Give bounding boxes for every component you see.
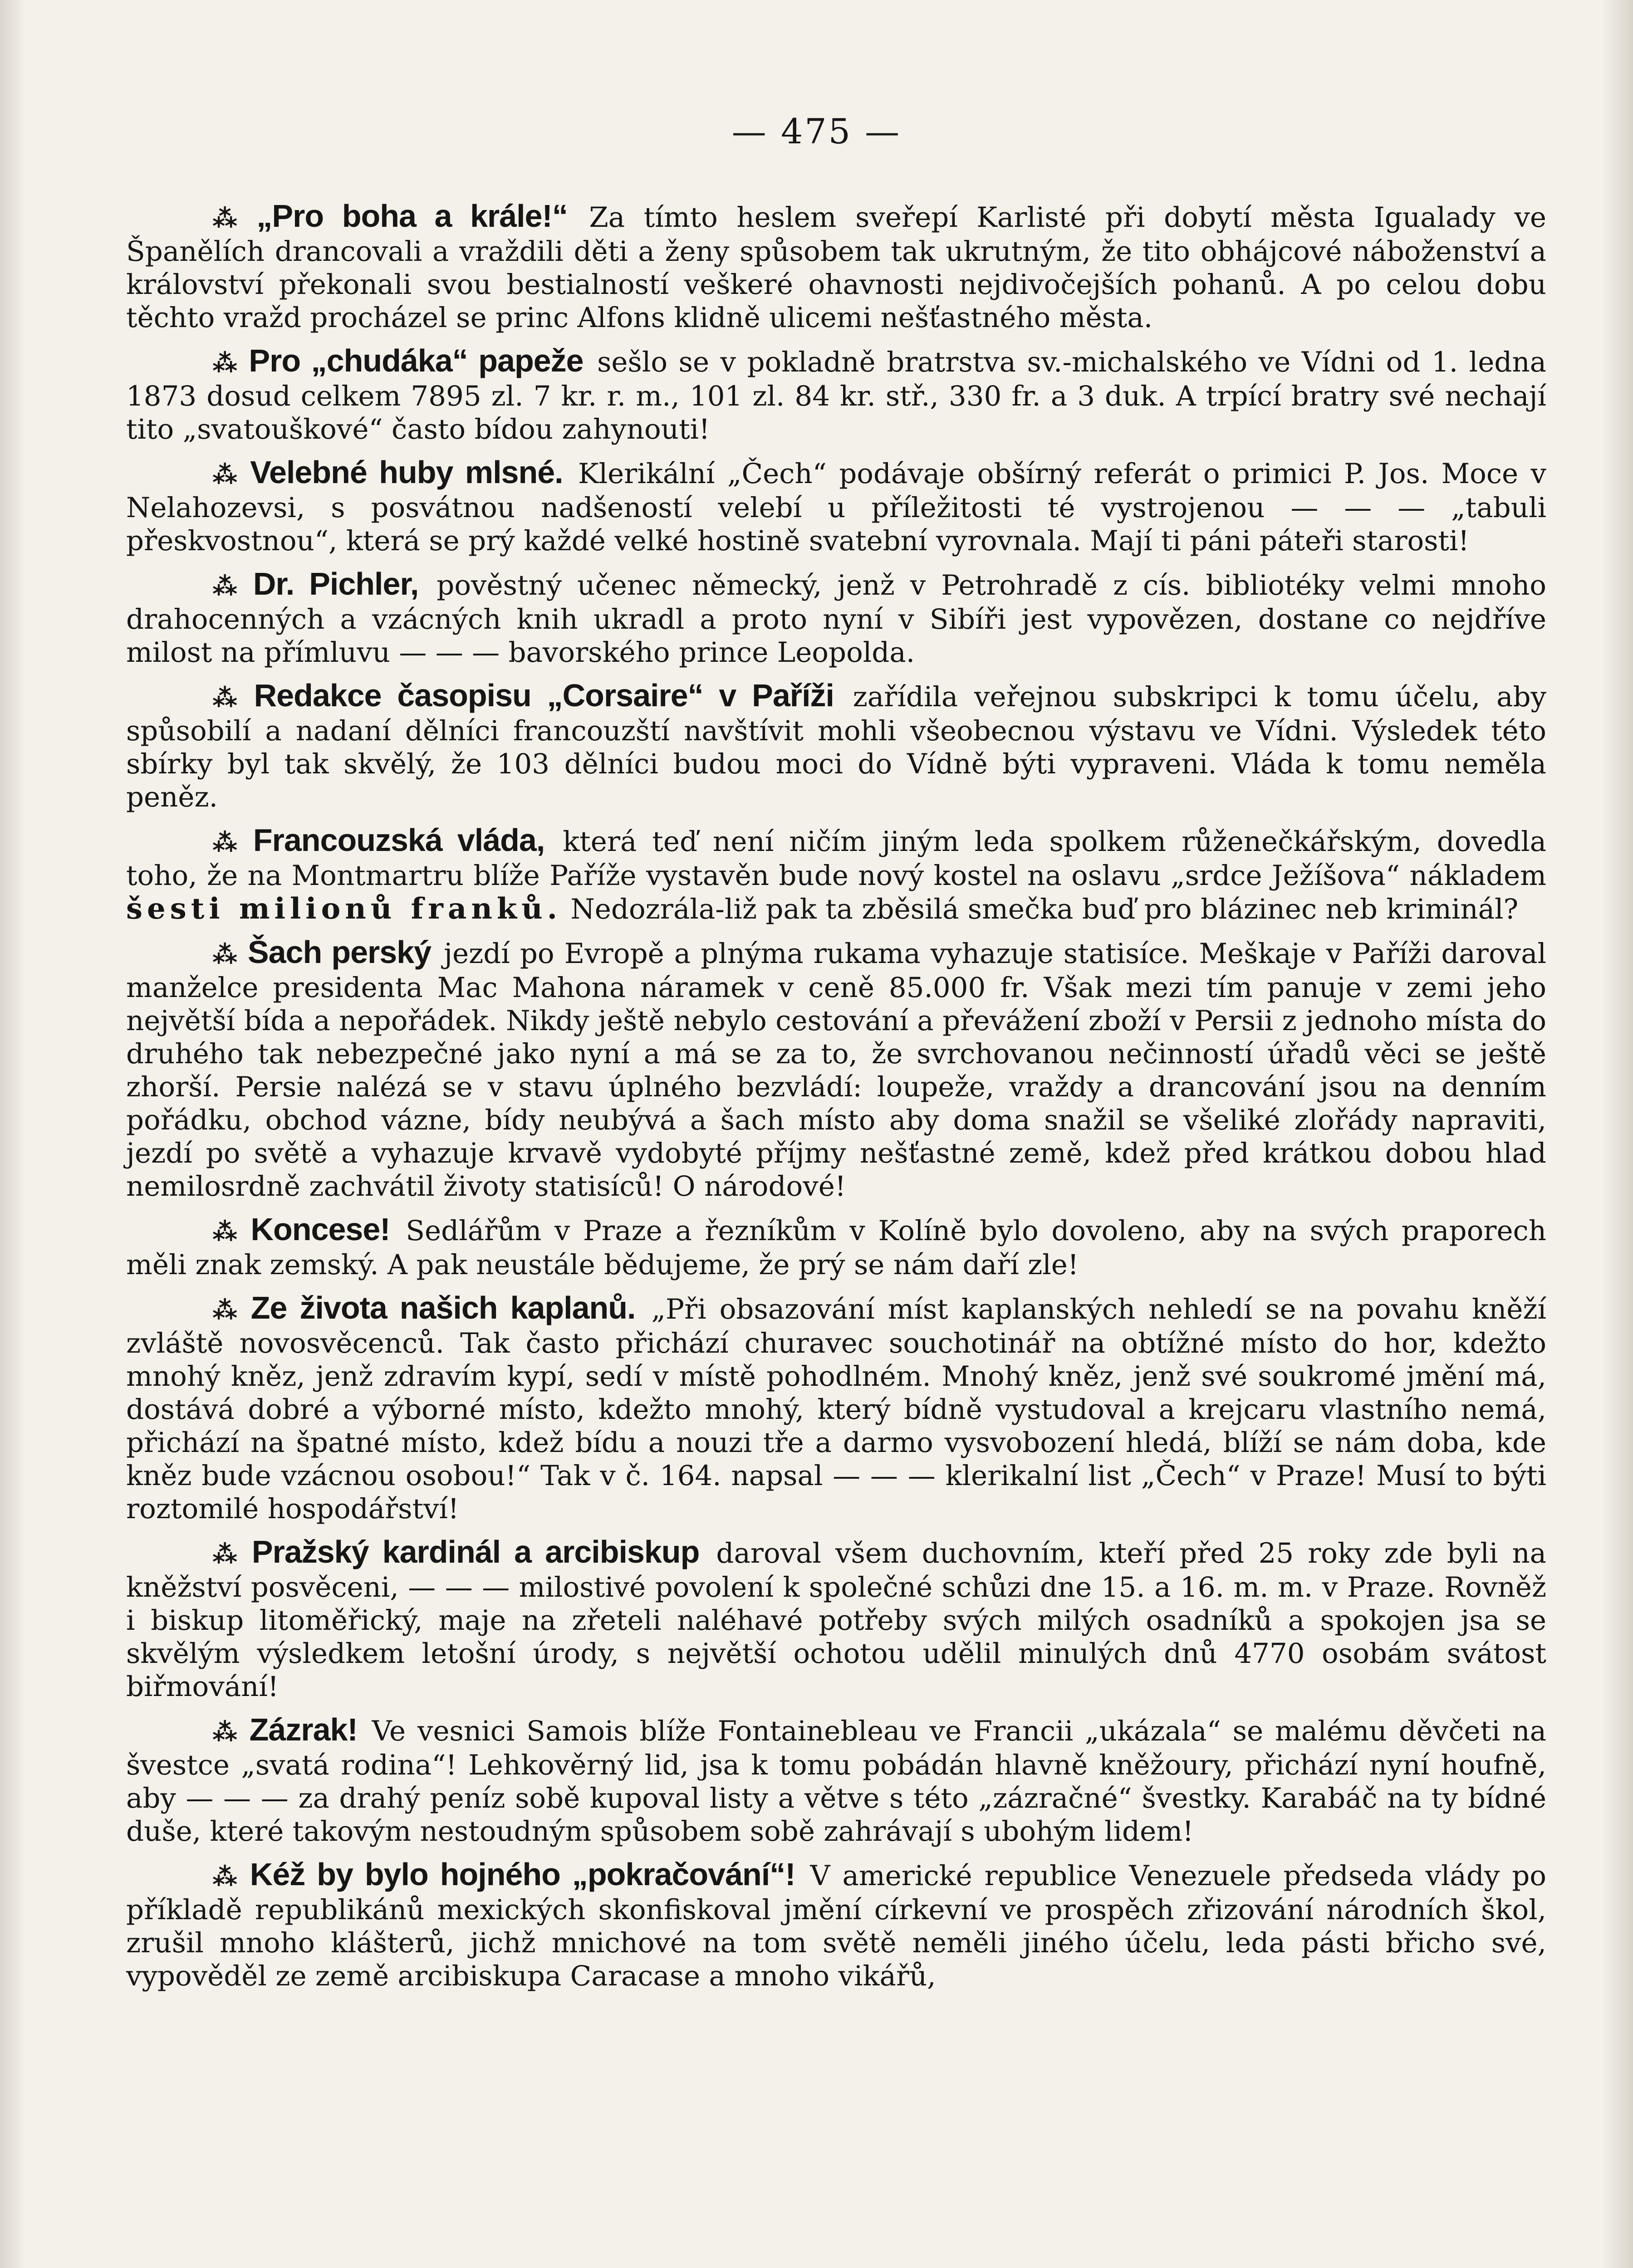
page-number: — 475 —	[731, 111, 902, 152]
item-heading: Šach perský	[247, 934, 432, 970]
item-body: která teď není ničím jiným leda spolkem růženečkářským, dovedla toho, že na Montmartru blíže Paříže vystavěn bude nový kostel na oslavu „srdce Ježíšova“ nákladem	[126, 826, 1547, 892]
asterism-icon: ⁂	[212, 349, 241, 377]
asterism-icon: ⁂	[212, 1718, 241, 1746]
item-heading: Pro „chudáka“ papeže	[249, 343, 584, 378]
item-heading: Velebné huby mlsné.	[250, 455, 563, 490]
news-item	[126, 679, 1546, 814]
item-body: zařídila veřejnou subskripci k tomu účelu, aby spůsobilí a nadaní dělníci francouzští navštívit mohli všeobecnou výstavu ve Vídni. Výsledek této sbírky byl tak skvělý, že 103 dělníci budou moci do Vídně býti vypraveni. Vláda k tomu neměla peněz.	[126, 681, 1546, 813]
asterism-icon: ⁂	[212, 1540, 244, 1569]
page-edge-right	[1601, 0, 1633, 2268]
item-body: daroval všem duchovním, kteří před 25 roky zde byli na kněžství posvěceni, — — — milostivé povolení k společné schůzi dne 15. a 16. m. m. v Praze. Rovněž i biskup litoměřický, maje na zřeteli naléhavé potřeby svých milých osadníků a spokojen jsa se skvělým výsledkem letošní úrody, s největší ochotou udělil minulých dnů 4770 osobám svátost biřmování!	[126, 1537, 1547, 1703]
item-body-continued: Nedozrála-liž pak ta zběsilá smečka buď pro blázinec neb kriminál?	[570, 893, 1519, 925]
item-heading: „Pro boha a krále!“	[256, 198, 568, 234]
item-heading: Ze života našich kaplanů.	[250, 1290, 636, 1325]
item-heading: Zázrak!	[249, 1712, 358, 1747]
news-item	[126, 1291, 1546, 1525]
news-item	[126, 567, 1546, 669]
news-item	[126, 1858, 1546, 1993]
item-body: V americké republice Venezuele předseda vlády po příkladě republikánů mexických skonfiskoval jmění církevní ve prospěch zřizování národních škol, zrušil mnoho klášterů, jichž mnichové na tom světě neměli jiného účelu, leda pásti břicho své, vypověděl ze země arcibiskupa Caracase a mnoho vikářů,	[126, 1860, 1546, 1992]
item-heading: Kéž by bylo hojného „pokračování“!	[250, 1857, 795, 1892]
item-heading: Redakce časopisu „Corsaire“ v Paříži	[254, 678, 834, 713]
asterism-icon: ⁂	[212, 572, 245, 601]
asterism-icon: ⁂	[212, 1862, 242, 1891]
item-body: jezdí po Evropě a plnýma rukama vyhazuje statisíce. Meškaje v Paříži daroval manželce presidenta Mac Mahona náramek v ceně 85.000 fr. Však mezi tím panuje v zemi jeho největší bída a nepořádek. Nikdy ještě nebylo cestování a převážení zboží v Persii z jednoho místa do druhého tak nebezpečné jako nyní a má se za to, že svrchovanou nečinností úřadů věci se ještě zhorší. Persie nalézá se v stavu úplného bezvládí: loupeže, vraždy a drancování jsou na denním pořádku, obchod vázne, bídy neubývá a šach místo aby doma snažil se všeliké zlořády napraviti, jezdí po světě a vyhazuje krvavě vydobyté příjmy nešťastné země, kdež před krátkou dobou hlad nemilosrdně zachvátil životy statisíců! O národové!	[126, 938, 1547, 1202]
news-item	[126, 1213, 1546, 1281]
news-item	[126, 456, 1546, 557]
news-item	[126, 344, 1546, 446]
item-heading: Dr. Pichler,	[253, 566, 419, 601]
asterism-icon: ⁂	[212, 460, 242, 489]
asterism-icon: ⁂	[212, 204, 249, 233]
news-item	[126, 200, 1546, 334]
asterism-icon: ⁂	[212, 940, 240, 969]
asterism-icon: ⁂	[212, 1296, 243, 1325]
news-item	[126, 1713, 1546, 1848]
emphasized-amount: šesti milionů franků.	[126, 892, 562, 926]
news-item	[126, 1535, 1546, 1703]
asterism-icon: ⁂	[212, 828, 245, 857]
item-body: pověstný učenec německý, jenž v Petrohradě z cís. bibliotéky velmi mnoho drahocenných a vzácných knih ukradl a proto nyní v Sibíři jest vypovězen, dostane co nejdříve milost na přímluvu — — — bavorského prince Leopolda.	[126, 569, 1547, 669]
item-heading: Francouzská vláda,	[253, 822, 545, 858]
item-body: „Při obsazování míst kaplanských nehledí se na povahu kněží zvláště novosvěcenců. Tak často přichází churavec souchotinář na obtížné místo do hor, kdežto mnohý kněz, jenž zdravím kypí, sedí v místě pohodlném. Mnohý kněz, jenž své soukromé jmění má, dostává dobré a výborné místo, kdežto mnohý, který bídně vystudoval a krejcaru vlastního nemá, přichází na špatné místo, kdež bídu a nouzi tře a darmo vysvobození hledá, blíží se nám doba, kde kněz bude vzácnou osobou!“ Tak v č. 164. napsal — — — klerikalní list „Čech“ v Praze! Musí to býti roztomilé hospodářství!	[126, 1293, 1546, 1525]
asterism-icon: ⁂	[212, 1217, 243, 1246]
text-column	[126, 200, 1546, 2003]
item-body: sešlo se v pokladně bratrstva sv.-michalského ve Vídni od 1. ledna 1873 dosud celkem 7895 zl. 7 kr. r. m., 101 zl. 84 kr. stř., 330 fr. a 3 duk. A trpící bratry své nechají tito „svatouškové“ často bídou zahynouti!	[126, 346, 1546, 445]
page-edge-left	[0, 0, 25, 2268]
item-body: Sedlářům v Praze a řezníkům v Kolíně bylo dovoleno, aby na svých praporech měli znak zemský. A pak neustále bědujeme, že prý se nám daří zle!	[126, 1215, 1547, 1281]
asterism-icon: ⁂	[212, 684, 246, 712]
news-item	[126, 936, 1546, 1203]
item-body: Za tímto heslem sveřepí Karlisté při dobytí města Igualady ve Španělích drancovali a vraždili děti a ženy spůsobem tak ukrutným, že tito obhájcové náboženství a království překonali svou bestialností veškeré ohavnosti nejdivočejších pohanů. A po celou dobu těchto vražd procházel se princ Alfons klidně ulicemi nešťastného města.	[126, 201, 1547, 334]
item-heading: Koncese!	[250, 1212, 390, 1247]
news-item	[126, 824, 1546, 926]
item-body: Klerikální „Čech“ podávaje obšírný referát o primici P. Jos. Moce v Nelahozevsi, s posvátnou nadšeností velebí u příležitosti té vystrojenou — — — „tabuli přeskvostnou“, která se prý každé velké hostině svatební vyrovnala. Mají ti páni páteři starosti!	[126, 458, 1546, 557]
item-heading: Pražský kardinál a arcibiskup	[251, 1534, 700, 1569]
item-body: Ve vesnici Samois blíže Fontainebleau ve Francii „ukázala“ se malému děvčeti na švestce „svatá rodina“! Lehkověrný lid, jsa k tomu pobádán hlavně kněžoury, přichází nyní houfně, aby — — — za drahý peníz sobě kupoval listy a větve s této „zázračné“ švestky. Karabáč na ty bídné duše, které takovým nestoudným spůsobem sobě zahrávají s ubohým lidem!	[126, 1715, 1546, 1848]
